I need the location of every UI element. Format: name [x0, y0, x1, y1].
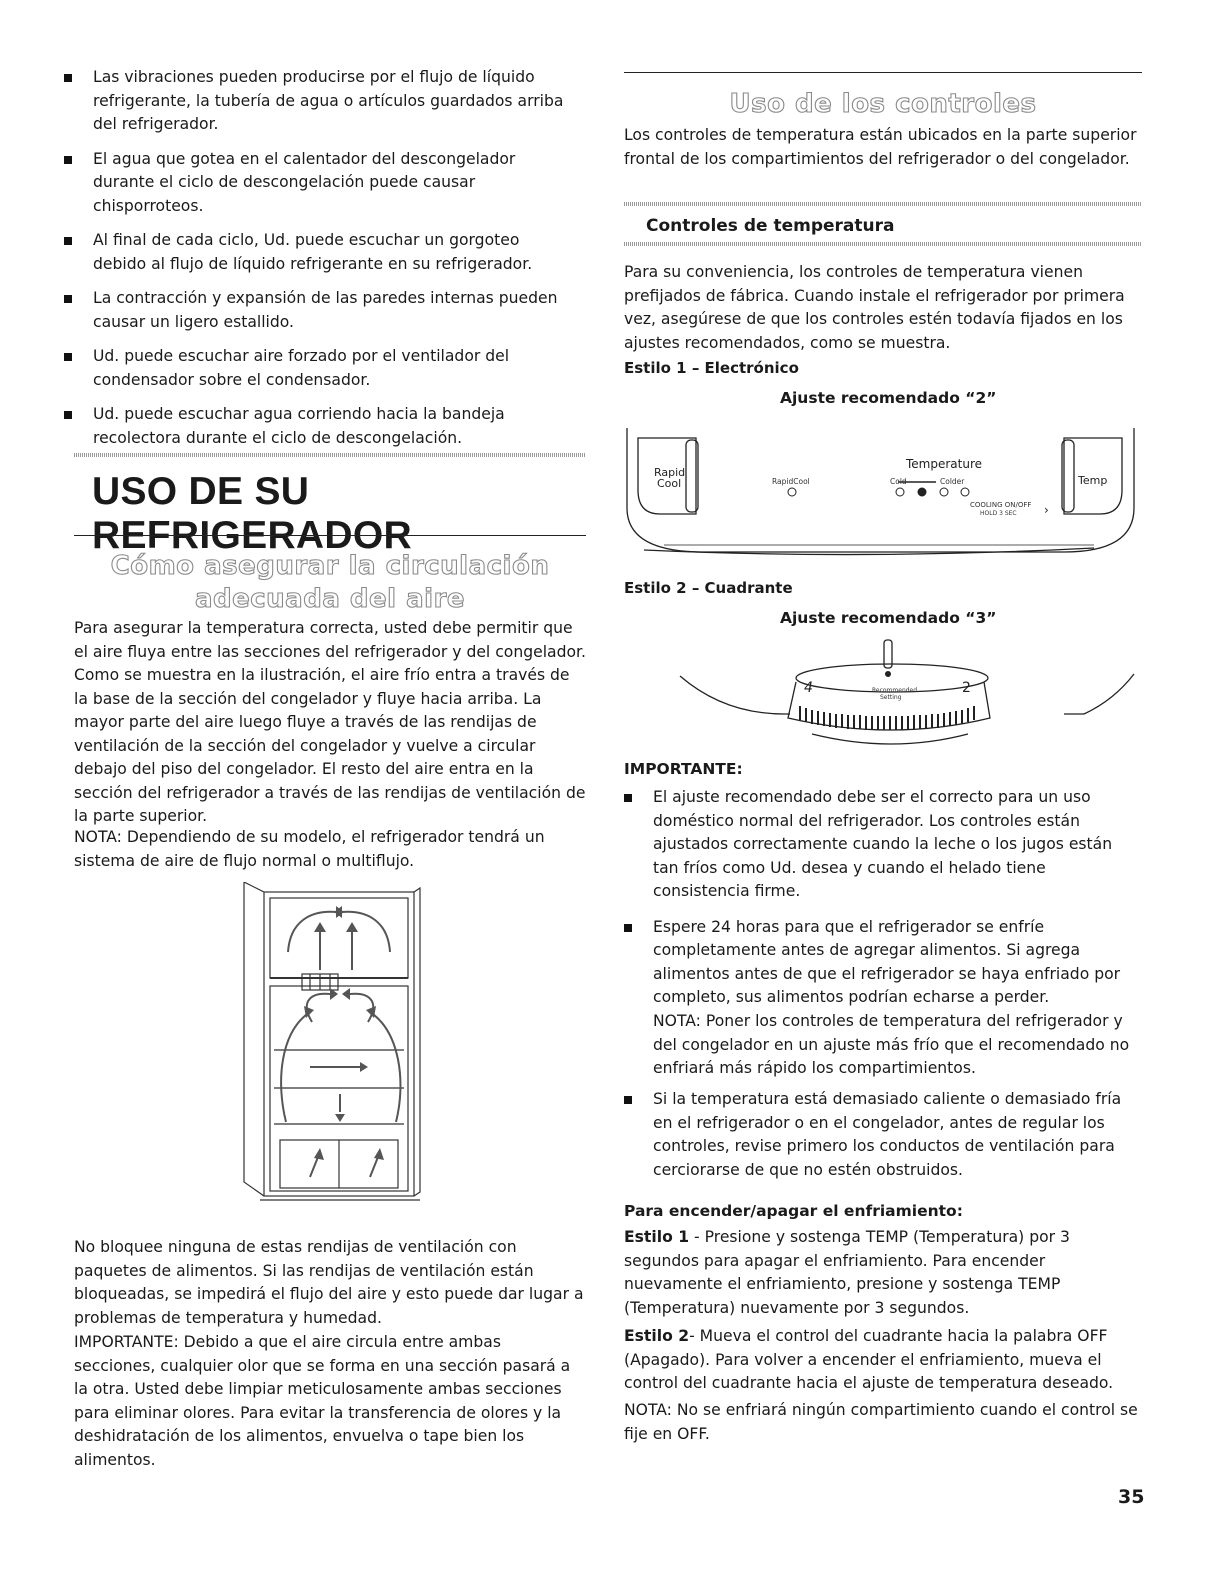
- cold-setting-note: [653, 1010, 1142, 1081]
- controls-intro: Los controles de temperatura están ubicados en la parte superior frontal de los compartimientos del refrigerador o del congelador.: [624, 126, 1137, 168]
- vent-check-bullet: [624, 1088, 1142, 1182]
- section-title-line-2: adecuada del aire: [194, 584, 466, 614]
- hold-label: HOLD 3 SEC: [980, 510, 1017, 517]
- list-item: Ud. puede escuchar agua corriendo hacia la bandeja recolectora durante el ciclo de descongelación.: [64, 403, 576, 450]
- top-rule: [624, 72, 1142, 73]
- noise-bullet-list: [64, 66, 576, 450]
- list-item: Las vibraciones pueden producirse por el flujo de líquido refrigerante, la tubería de agua o artículos guardados arriba del refrigerador.: [64, 66, 576, 137]
- important-label: IMPORTANTE:: [74, 1333, 179, 1351]
- style1-recommended-setting: Ajuste recomendado “2”: [780, 389, 997, 407]
- important-bullet-list: [624, 786, 1142, 1010]
- style2-onoff-label: Estilo 2: [624, 1327, 690, 1345]
- off-note: [624, 1399, 1142, 1446]
- dial-number-right: 2: [962, 680, 971, 696]
- subheading-temp-controls: Controles de temperatura: [646, 216, 895, 236]
- rapid-cool-button-label-2: Cool: [657, 477, 682, 490]
- section-title-airflow: [74, 550, 586, 616]
- onoff-heading: Para encender/apagar el enfriamiento:: [624, 1202, 963, 1220]
- temperature-label: Temperature: [906, 457, 983, 471]
- temp-level-1: [896, 488, 904, 496]
- cooling-onoff-label: COOLING ON/OFF: [970, 501, 1032, 509]
- odor-important-paragraph: [74, 1331, 586, 1472]
- note-label: NOTA:: [624, 1401, 672, 1419]
- rapidcool-indicator: [788, 488, 796, 496]
- note-label: NOTA:: [653, 1012, 701, 1030]
- style1-onoff-paragraph: [624, 1226, 1142, 1320]
- divider-hatched: [624, 242, 1142, 246]
- dial-control-illustration: [624, 634, 1144, 754]
- divider-hatched: [624, 202, 1142, 206]
- style1-onoff-text: - Presione y sostenga TEMP (Temperatura) por 3 segundos para apagar el enfriamiento. Para encender nuevamente el enfriamiento, presione y sostenga TEMP (Temperatura) nuevamente por 3 segundos.: [624, 1228, 1070, 1317]
- important-heading: IMPORTANTE:: [624, 760, 743, 778]
- dial-setting-label: Setting: [880, 694, 902, 701]
- colder-label: Colder: [940, 477, 965, 486]
- list-item: Al final de cada ciclo, Ud. puede escuchar un gorgoteo debido al flujo de líquido refrigerante en su refrigerador.: [64, 229, 576, 276]
- page-title: USO DE SU REFRIGERADOR: [92, 470, 412, 557]
- style2-onoff-text: - Mueva el control del cuadrante hacia la palabra OFF (Apagado). Para volver a encender el enfriamiento, mueva el control del cuadrante hacia el ajuste de temperatura deseado.: [624, 1327, 1114, 1392]
- style2-onoff-paragraph: [624, 1325, 1142, 1396]
- note-text: Poner los controles de temperatura del refrigerador y del congelador en un ajuste más frío que el recomendado no enfriará más rápido los compartimientos.: [653, 1012, 1130, 1077]
- list-item: La contracción y expansión de las paredes internas pueden causar un ligero estallido.: [64, 287, 576, 334]
- note-text: No se enfriará ningún compartimiento cuando el control se fije en OFF.: [624, 1401, 1138, 1443]
- chevron-right-icon: ›: [1044, 503, 1049, 517]
- list-item: Si la temperatura está demasiado caliente o demasiado fría en el refrigerador o en el congelador, antes de regular los controles, revise primero los conductos de ventilación para cerciorarse de que no estén obstruidos.: [624, 1088, 1142, 1182]
- temp-level-4: [961, 488, 969, 496]
- cold-label: Cold: [890, 477, 907, 486]
- title-underline: [74, 535, 586, 536]
- important-text: Debido a que el aire circula entre ambas secciones, cualquier olor que se forma en una sección pasará a la otra. Usted debe limpiar meticulosamente ambas secciones para eliminar olores. Para evitar la transferencia de olores y la deshidratación de los alimentos, envuelva o tape bien los alimentos.: [74, 1333, 571, 1469]
- temp-level-3: [940, 488, 948, 496]
- airflow-paragraph: Para asegurar la temperatura correcta, usted debe permitir que el aire fluya entre las secciones del refrigerador y del congelador. Como se muestra en la ilustración, el aire frío entra a través de la base de la sección del congelador y fluye hacia arriba. La mayor parte del aire luego fluye a través de las rendijas de ventilación de la sección del congelador y vuelve a circular debajo del piso del congelador. El resto del aire entra en la sección del refrigerador a través de las rendijas de ventilación de la parte superior.: [74, 619, 586, 825]
- list-item: El agua que gotea en el calentador del descongelador durante el ciclo de descongelación puede causar chisporroteos.: [64, 148, 576, 219]
- style1-onoff-label: Estilo 1: [624, 1228, 690, 1246]
- rapid-cool-button-label: Rapid: [654, 466, 686, 479]
- dial-number-left: 4: [804, 680, 813, 696]
- section-title-line-1: Cómo asegurar la circulación: [110, 551, 550, 581]
- list-item: El ajuste recomendado debe ser el correcto para un uso doméstico normal del refrigerador. Los controles están ajustados correctamente cuando la leche o los jugos están tan fríos como Ud. desea y cuando el helado tiene consistencia firme.: [624, 786, 1142, 904]
- note-label: NOTA:: [74, 828, 122, 846]
- temp-level-2: [918, 488, 926, 496]
- style2-recommended-setting: Ajuste recomendado “3”: [780, 609, 997, 627]
- convenience-paragraph: Para su conveniencia, los controles de temperatura vienen prefijados de fábrica. Cuando instale el refrigerador por primera vez, asegúrese de que los controles estén todavía fijados en los ajustes recomendados, como se muestra.: [624, 263, 1125, 352]
- temp-button-label: Temp: [1078, 474, 1108, 487]
- style1-label: Estilo 1 – Electrónico: [624, 359, 799, 377]
- airflow-illustration: [240, 882, 440, 1222]
- airflow-note: [74, 826, 586, 873]
- style2-label: Estilo 2 – Cuadrante: [624, 579, 793, 597]
- dial-recommended-label: Recommended: [872, 687, 918, 694]
- rapidcool-label: RapidCool: [772, 477, 810, 486]
- list-item: Ud. puede escuchar aire forzado por el ventilador del condensador sobre el condensador.: [64, 345, 576, 392]
- section-title-controls: Uso de los controles: [729, 89, 1037, 119]
- page-number: 35: [1118, 1486, 1145, 1508]
- electronic-control-panel: [624, 420, 1144, 560]
- list-item: Espere 24 horas para que el refrigerador se enfríe completamente antes de agregar alimentos. Si agrega alimentos antes de que el refrigerador se haya enfriado por completo, sus alimentos podrían echarse a perder.: [624, 916, 1142, 1010]
- divider-hatched: [74, 453, 586, 457]
- vent-warning-paragraph: No bloquee ninguna de estas rendijas de ventilación con paquetes de alimentos. Si las rendijas de ventilación están bloqueadas, se impedirá el flujo del aire y esto puede dar lugar a problemas de temperatura y humedad.: [74, 1238, 584, 1327]
- note-text: Dependiendo de su modelo, el refrigerador tendrá un sistema de aire de flujo normal o multiflujo.: [74, 828, 545, 870]
